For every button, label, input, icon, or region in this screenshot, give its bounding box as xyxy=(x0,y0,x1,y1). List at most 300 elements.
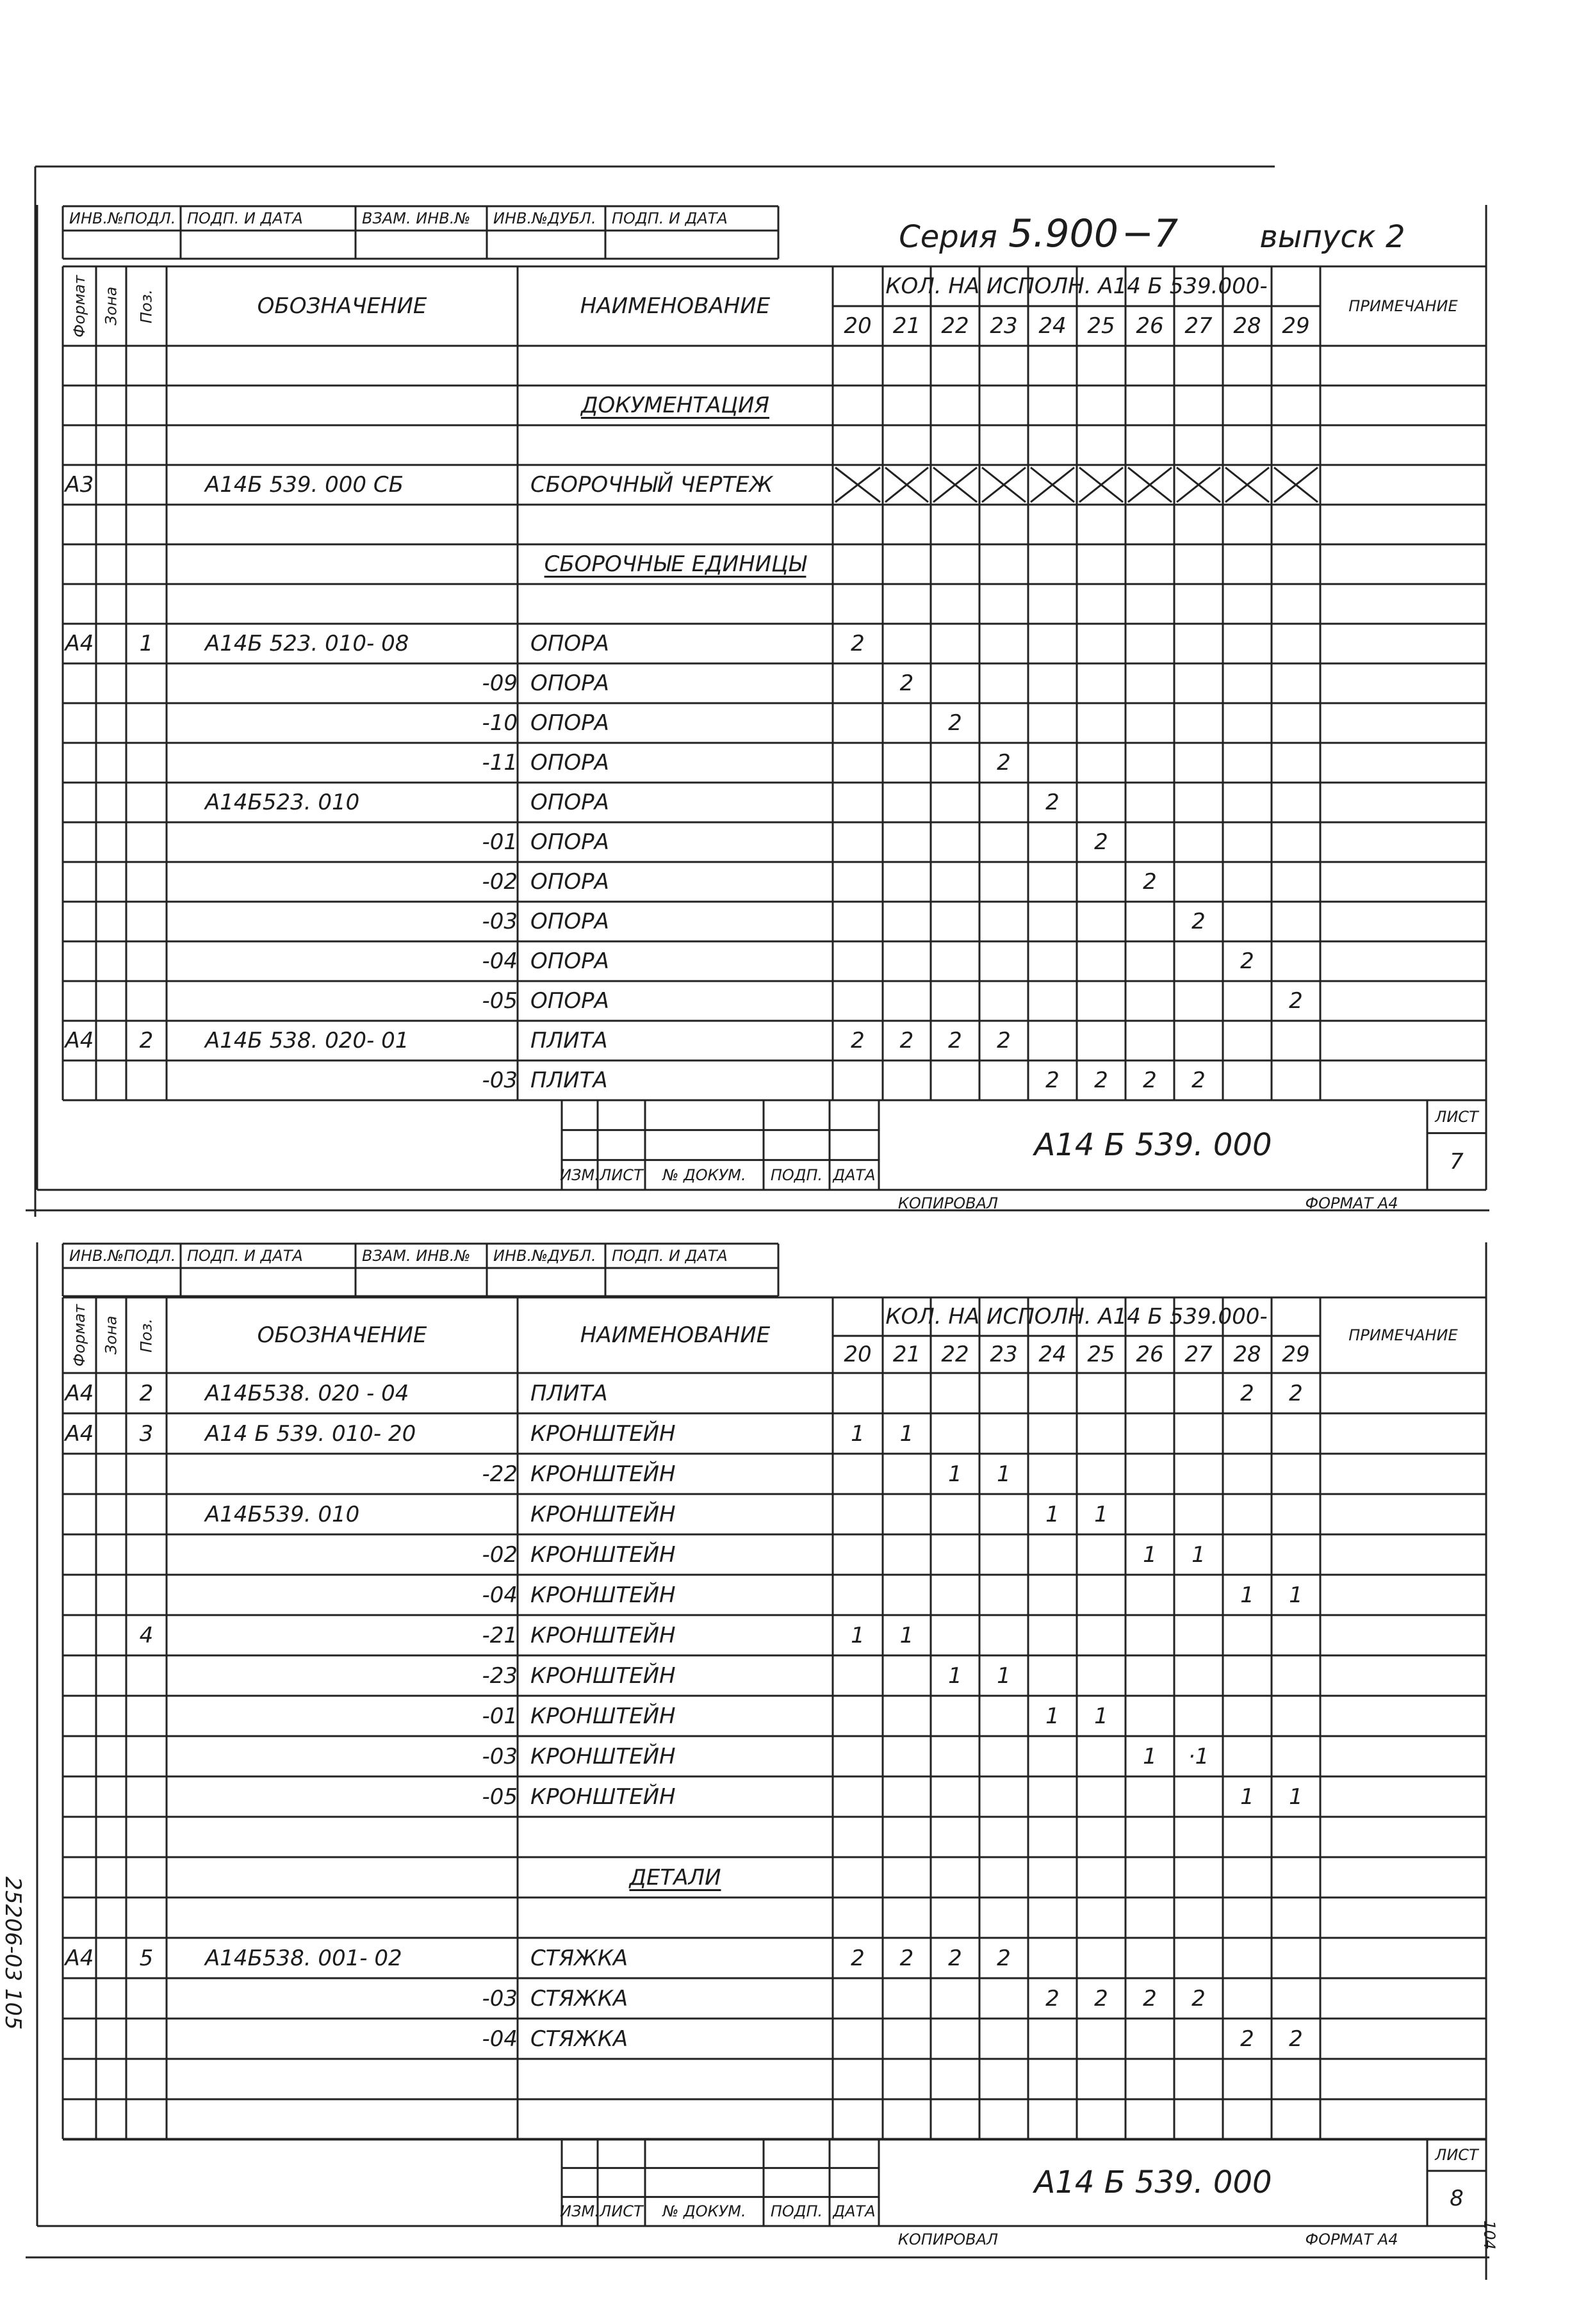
row-designation: А14Б 523. 010- 08 xyxy=(205,631,409,656)
row-designation xyxy=(167,1817,556,1857)
sheet-number: 7 xyxy=(1450,1148,1464,1174)
row-quantity: 2 xyxy=(1289,988,1303,1014)
row-quantity xyxy=(979,1615,1028,1655)
row-designation: А14Б538. 020 - 04 xyxy=(205,1380,409,1406)
row-quantity xyxy=(1126,1938,1174,1978)
row-designation: -04 xyxy=(482,2026,518,2052)
row-position xyxy=(126,425,167,465)
header-variant: 22 xyxy=(941,1342,969,1367)
row-quantity xyxy=(1077,1021,1126,1060)
row-format xyxy=(63,1655,96,1696)
row-name: ПЛИТА xyxy=(530,1380,608,1406)
row-quantity xyxy=(1077,1373,1126,1413)
row-quantity xyxy=(1174,346,1223,386)
row-designation: -05 xyxy=(482,988,518,1014)
row-quantity: 1 xyxy=(1094,1703,1108,1729)
row-quantity xyxy=(833,1494,883,1534)
row-quantity xyxy=(979,1575,1028,1615)
row-quantity xyxy=(833,544,883,584)
stamp-label: ВЗАМ. ИНВ.№ xyxy=(362,1247,471,1265)
row-designation xyxy=(167,2059,556,2099)
row-quantity xyxy=(1077,783,1126,822)
row-designation: -02 xyxy=(482,869,518,895)
row-quantity xyxy=(1272,624,1320,663)
row-designation: -03 xyxy=(482,909,518,934)
row-designation: А14Б 539. 000 СБ xyxy=(205,472,404,498)
row-quantity xyxy=(1272,941,1320,981)
row-quantity xyxy=(1272,584,1320,624)
row-name: КРОНШТЕЙН xyxy=(530,1743,676,1769)
row-quantity xyxy=(883,1655,931,1696)
row-quantity xyxy=(979,1978,1028,2019)
row-format xyxy=(63,2099,96,2140)
stamp-label: ПОДП. И ДАТА xyxy=(612,209,728,227)
row-name xyxy=(518,346,846,386)
row-name: ОПОРА xyxy=(530,750,609,776)
row-quantity xyxy=(931,1413,979,1454)
row-name xyxy=(518,2099,846,2140)
row-quantity xyxy=(1272,1978,1320,2019)
row-quantity xyxy=(1126,1817,1174,1857)
row-position xyxy=(126,1817,167,1857)
row-quantity xyxy=(1174,1413,1223,1454)
side-archive-number: 25206-03 105 xyxy=(0,1876,26,2030)
row-quantity xyxy=(1272,1060,1320,1100)
row-quantity xyxy=(883,346,931,386)
row-quantity xyxy=(1174,425,1223,465)
row-quantity xyxy=(1223,743,1272,783)
row-quantity xyxy=(979,465,1028,505)
row-quantity xyxy=(931,1615,979,1655)
row-quantity xyxy=(1223,1615,1272,1655)
stamp-label: ПОДП. И ДАТА xyxy=(187,209,303,227)
row-quantity xyxy=(1272,1615,1320,1655)
row-position xyxy=(126,2019,167,2059)
row-quantity xyxy=(833,1736,883,1776)
row-quantity xyxy=(1126,941,1174,981)
row-name xyxy=(518,425,846,465)
row-quantity xyxy=(883,2099,931,2140)
row-designation: -01 xyxy=(482,829,518,855)
row-quantity xyxy=(1126,584,1174,624)
row-quantity xyxy=(931,465,979,505)
row-quantity xyxy=(1077,1575,1126,1615)
row-quantity: 1 xyxy=(1240,1582,1254,1608)
title-block-label: № ДОКУМ. xyxy=(662,1166,746,1184)
row-quantity xyxy=(833,2099,883,2140)
row-format xyxy=(63,425,96,465)
row-quantity xyxy=(883,1373,931,1413)
row-position xyxy=(126,1534,167,1575)
row-position xyxy=(126,2059,167,2099)
row-quantity xyxy=(1223,2099,1272,2140)
row-quantity xyxy=(931,425,979,465)
row-quantity xyxy=(979,783,1028,822)
row-format xyxy=(63,544,96,584)
row-format xyxy=(63,386,96,425)
header-format: Формат xyxy=(70,275,88,337)
row-position xyxy=(126,981,167,1021)
row-name: СБОРОЧНЫЕ ЕДИНИЦЫ xyxy=(544,551,806,577)
row-quantity xyxy=(1126,465,1174,505)
row-quantity xyxy=(883,1060,931,1100)
row-quantity xyxy=(833,1373,883,1413)
row-quantity xyxy=(883,783,931,822)
row-quantity xyxy=(1272,902,1320,941)
row-quantity xyxy=(1174,386,1223,425)
row-quantity: 2 xyxy=(997,750,1011,776)
row-quantity xyxy=(1126,1615,1174,1655)
row-format: А4 xyxy=(65,1028,94,1053)
row-quantity xyxy=(1174,1454,1223,1494)
row-designation xyxy=(167,425,556,465)
row-quantity: 2 xyxy=(1094,1985,1108,2011)
row-quantity: 1 xyxy=(1143,1541,1157,1568)
row-name: КРОНШТЕЙН xyxy=(530,1662,676,1689)
row-quantity xyxy=(1077,941,1126,981)
row-quantity xyxy=(1077,1454,1126,1494)
row-quantity xyxy=(1077,465,1126,505)
row-quantity xyxy=(833,584,883,624)
row-quantity xyxy=(1174,1696,1223,1736)
row-quantity xyxy=(1272,703,1320,743)
row-name: ОПОРА xyxy=(530,829,609,855)
row-quantity xyxy=(883,822,931,862)
row-quantity xyxy=(1223,703,1272,743)
header-format: Формат xyxy=(70,1304,88,1367)
row-quantity xyxy=(833,941,883,981)
row-quantity xyxy=(833,862,883,902)
row-position xyxy=(126,1978,167,2019)
row-quantity xyxy=(1272,2059,1320,2099)
header-position: Поз. xyxy=(137,289,156,323)
row-position xyxy=(126,822,167,862)
row-quantity xyxy=(1028,1413,1077,1454)
row-quantity xyxy=(883,1897,931,1938)
row-quantity xyxy=(883,2019,931,2059)
row-format xyxy=(63,1060,96,1100)
row-name: ДОКУМЕНТАЦИЯ xyxy=(580,393,770,418)
row-quantity xyxy=(1028,1615,1077,1655)
row-quantity xyxy=(883,465,931,505)
row-quantity xyxy=(979,1494,1028,1534)
row-quantity xyxy=(1028,981,1077,1021)
row-format xyxy=(63,505,96,544)
row-format xyxy=(63,663,96,703)
stamp-label: ПОДП. И ДАТА xyxy=(187,1247,303,1265)
row-designation: -23 xyxy=(482,1662,518,1689)
row-name: КРОНШТЕЙН xyxy=(530,1541,676,1568)
row-designation: -04 xyxy=(482,1582,518,1608)
row-quantity xyxy=(1126,2019,1174,2059)
row-position: 3 xyxy=(139,1420,154,1447)
row-quantity xyxy=(833,386,883,425)
title-block-label: ИЗМ. xyxy=(560,2202,600,2221)
header-variant: 26 xyxy=(1136,313,1164,339)
stamp-label: ИНВ.№ДУБЛ. xyxy=(493,1247,596,1265)
row-position xyxy=(126,703,167,743)
row-quantity: 2 xyxy=(997,1028,1011,1053)
row-quantity xyxy=(1174,544,1223,584)
row-format xyxy=(63,1494,96,1534)
row-position xyxy=(126,663,167,703)
row-quantity: 2 xyxy=(1045,790,1060,815)
row-quantity: 1 xyxy=(899,1622,914,1648)
row-name: КРОНШТЕЙН xyxy=(530,1622,676,1648)
row-quantity xyxy=(1223,624,1272,663)
row-quantity xyxy=(979,1857,1028,1897)
row-quantity xyxy=(1272,2099,1320,2140)
title-block-label: ДАТА xyxy=(833,2202,876,2221)
row-quantity xyxy=(1028,2019,1077,2059)
row-quantity xyxy=(1174,1575,1223,1615)
row-quantity xyxy=(1223,1817,1272,1857)
row-quantity xyxy=(1126,2099,1174,2140)
row-quantity: 2 xyxy=(1045,1985,1060,2011)
row-designation xyxy=(167,1897,556,1938)
header-designation: ОБОЗНАЧЕНИЕ xyxy=(257,1322,427,1348)
row-position xyxy=(126,505,167,544)
row-quantity xyxy=(1174,1021,1223,1060)
row-name: ПЛИТА xyxy=(530,1068,608,1093)
row-quantity: 2 xyxy=(1240,1380,1254,1406)
row-format xyxy=(63,1615,96,1655)
row-designation: -05 xyxy=(482,1784,518,1810)
row-designation xyxy=(167,544,556,584)
row-quantity xyxy=(931,663,979,703)
row-quantity xyxy=(833,505,883,544)
row-quantity xyxy=(1174,663,1223,703)
row-quantity xyxy=(1028,1897,1077,1938)
header-variant: 26 xyxy=(1136,1342,1164,1367)
row-quantity xyxy=(1126,2059,1174,2099)
row-quantity: 1 xyxy=(1191,1541,1206,1568)
row-format xyxy=(63,902,96,941)
row-quantity xyxy=(1077,1615,1126,1655)
header-name: НАИМЕНОВАНИЕ xyxy=(580,293,771,319)
row-quantity xyxy=(979,862,1028,902)
row-name: КРОНШТЕЙН xyxy=(530,1582,676,1608)
row-quantity xyxy=(1223,1736,1272,1776)
row-name: СБОРОЧНЫЙ ЧЕРТЕЖ xyxy=(530,472,773,498)
header-variant: 21 xyxy=(892,1342,921,1367)
row-quantity xyxy=(1126,902,1174,941)
header-note: ПРИМЕЧАНИЕ xyxy=(1348,297,1458,315)
row-quantity xyxy=(1126,1575,1174,1615)
row-quantity xyxy=(1223,465,1272,505)
row-quantity xyxy=(1028,1534,1077,1575)
row-quantity xyxy=(1174,624,1223,663)
header-variant: 23 xyxy=(990,313,1018,339)
row-position xyxy=(126,386,167,425)
row-quantity xyxy=(979,1817,1028,1857)
row-quantity xyxy=(1077,1534,1126,1575)
row-name: ОПОРА xyxy=(530,988,609,1014)
row-quantity xyxy=(931,1696,979,1736)
row-name xyxy=(518,1897,846,1938)
row-quantity xyxy=(1077,1857,1126,1897)
stamp-label: ИНВ.№ПОДЛ. xyxy=(69,1247,176,1265)
row-quantity xyxy=(931,1534,979,1575)
row-position xyxy=(126,465,167,505)
row-position xyxy=(126,346,167,386)
row-name: ОПОРА xyxy=(530,790,609,815)
row-name: КРОНШТЕЙН xyxy=(530,1461,676,1487)
row-quantity xyxy=(1223,505,1272,544)
row-quantity xyxy=(833,1655,883,1696)
row-quantity xyxy=(1223,1060,1272,1100)
row-quantity xyxy=(979,2019,1028,2059)
row-name: ОПОРА xyxy=(530,670,609,696)
row-name: КРОНШТЕЙН xyxy=(530,1703,676,1729)
row-quantity xyxy=(1028,941,1077,981)
row-quantity xyxy=(931,544,979,584)
row-quantity xyxy=(1223,1978,1272,2019)
row-quantity xyxy=(833,1534,883,1575)
row-name: ОПОРА xyxy=(530,948,609,974)
row-quantity: 2 xyxy=(1143,869,1157,895)
row-quantity xyxy=(833,1776,883,1817)
row-quantity xyxy=(1223,1897,1272,1938)
row-quantity: 1 xyxy=(1045,1703,1060,1729)
row-quantity xyxy=(1126,1494,1174,1534)
row-quantity xyxy=(1126,425,1174,465)
row-quantity xyxy=(979,902,1028,941)
row-quantity xyxy=(1272,743,1320,783)
row-format: А4 xyxy=(65,1380,94,1406)
stamp-label: ПОДП. И ДАТА xyxy=(612,1247,728,1265)
row-quantity: 2 xyxy=(1240,948,1254,974)
row-position xyxy=(126,1494,167,1534)
row-quantity: 2 xyxy=(948,1945,962,1971)
row-quantity xyxy=(1272,1857,1320,1897)
row-name: СТЯЖКА xyxy=(530,1945,628,1971)
row-position xyxy=(126,783,167,822)
row-quantity xyxy=(883,743,931,783)
row-position xyxy=(126,1736,167,1776)
row-format xyxy=(63,783,96,822)
row-quantity xyxy=(833,1817,883,1857)
row-quantity xyxy=(1272,822,1320,862)
row-quantity xyxy=(1126,981,1174,1021)
row-quantity xyxy=(1126,1776,1174,1817)
row-quantity xyxy=(1077,505,1126,544)
row-quantity xyxy=(931,2019,979,2059)
row-quantity xyxy=(1174,2059,1223,2099)
row-quantity xyxy=(1223,1454,1272,1494)
row-quantity xyxy=(1223,386,1272,425)
row-quantity: 2 xyxy=(851,1945,865,1971)
row-quantity xyxy=(883,544,931,584)
row-quantity xyxy=(1028,663,1077,703)
row-quantity xyxy=(931,941,979,981)
row-quantity xyxy=(883,981,931,1021)
title-block-label: ИЗМ. xyxy=(560,1166,600,1184)
row-quantity: 2 xyxy=(899,670,914,696)
header-quantity: КОЛ. НА ИСПОЛН. А14 Б 539.000- xyxy=(885,273,1268,299)
row-name xyxy=(518,584,846,624)
row-quantity xyxy=(1223,1696,1272,1736)
row-quantity xyxy=(1077,2099,1126,2140)
row-quantity xyxy=(979,2099,1028,2140)
row-name: ПЛИТА xyxy=(530,1028,608,1053)
row-quantity xyxy=(1077,584,1126,624)
row-quantity xyxy=(883,941,931,981)
header-variant: 20 xyxy=(844,313,872,339)
row-position: 5 xyxy=(139,1945,154,1971)
row-quantity xyxy=(1028,505,1077,544)
row-format xyxy=(63,1736,96,1776)
row-designation: -04 xyxy=(482,948,518,974)
row-quantity xyxy=(883,505,931,544)
header-variant: 25 xyxy=(1087,1342,1115,1367)
stamp-label: ВЗАМ. ИНВ.№ xyxy=(362,209,471,227)
row-quantity xyxy=(833,2059,883,2099)
issue-label: выпуск 2 xyxy=(1259,219,1405,255)
row-quantity xyxy=(1223,2059,1272,2099)
row-quantity: 2 xyxy=(1143,1985,1157,2011)
header-variant: 28 xyxy=(1233,1342,1261,1367)
row-quantity xyxy=(1126,743,1174,783)
row-quantity xyxy=(883,1978,931,2019)
row-quantity xyxy=(1028,544,1077,584)
row-quantity xyxy=(1028,584,1077,624)
row-quantity xyxy=(1272,505,1320,544)
row-quantity: 1 xyxy=(948,1662,962,1689)
row-quantity: 2 xyxy=(1191,909,1206,934)
row-position: 2 xyxy=(139,1380,154,1406)
header-variant: 24 xyxy=(1038,1342,1067,1367)
header-variant: 21 xyxy=(892,313,921,339)
row-quantity xyxy=(1028,2099,1077,2140)
row-quantity xyxy=(1272,465,1320,505)
row-quantity xyxy=(883,2059,931,2099)
row-quantity xyxy=(1077,386,1126,425)
row-quantity xyxy=(1126,346,1174,386)
row-quantity: 2 xyxy=(948,710,962,736)
row-quantity xyxy=(1077,1817,1126,1857)
row-quantity xyxy=(979,425,1028,465)
row-quantity: 2 xyxy=(1289,2026,1303,2052)
row-quantity xyxy=(833,743,883,783)
row-quantity xyxy=(1126,1021,1174,1060)
row-quantity xyxy=(833,981,883,1021)
title-block-label: № ДОКУМ. xyxy=(662,2202,746,2221)
row-quantity xyxy=(1272,1454,1320,1494)
row-format xyxy=(63,1696,96,1736)
title-block-label: ЛИСТ xyxy=(600,2202,643,2221)
row-quantity xyxy=(833,1696,883,1736)
row-quantity: 2 xyxy=(1240,2026,1254,2052)
row-quantity xyxy=(1077,2059,1126,2099)
row-position xyxy=(126,941,167,981)
row-quantity xyxy=(1126,1857,1174,1897)
row-quantity xyxy=(931,862,979,902)
row-designation: А14Б538. 001- 02 xyxy=(205,1945,402,1971)
row-name: СТЯЖКА xyxy=(530,2026,628,2052)
row-quantity xyxy=(1126,1655,1174,1696)
row-format: А4 xyxy=(65,1945,94,1971)
row-quantity xyxy=(1174,2099,1223,2140)
row-quantity xyxy=(1272,1938,1320,1978)
row-format xyxy=(63,981,96,1021)
row-quantity: 2 xyxy=(1191,1068,1206,1093)
row-quantity xyxy=(1272,544,1320,584)
row-quantity xyxy=(1272,1494,1320,1534)
row-quantity: 1 xyxy=(851,1622,865,1648)
row-position: 4 xyxy=(139,1622,154,1648)
row-quantity xyxy=(1174,1857,1223,1897)
